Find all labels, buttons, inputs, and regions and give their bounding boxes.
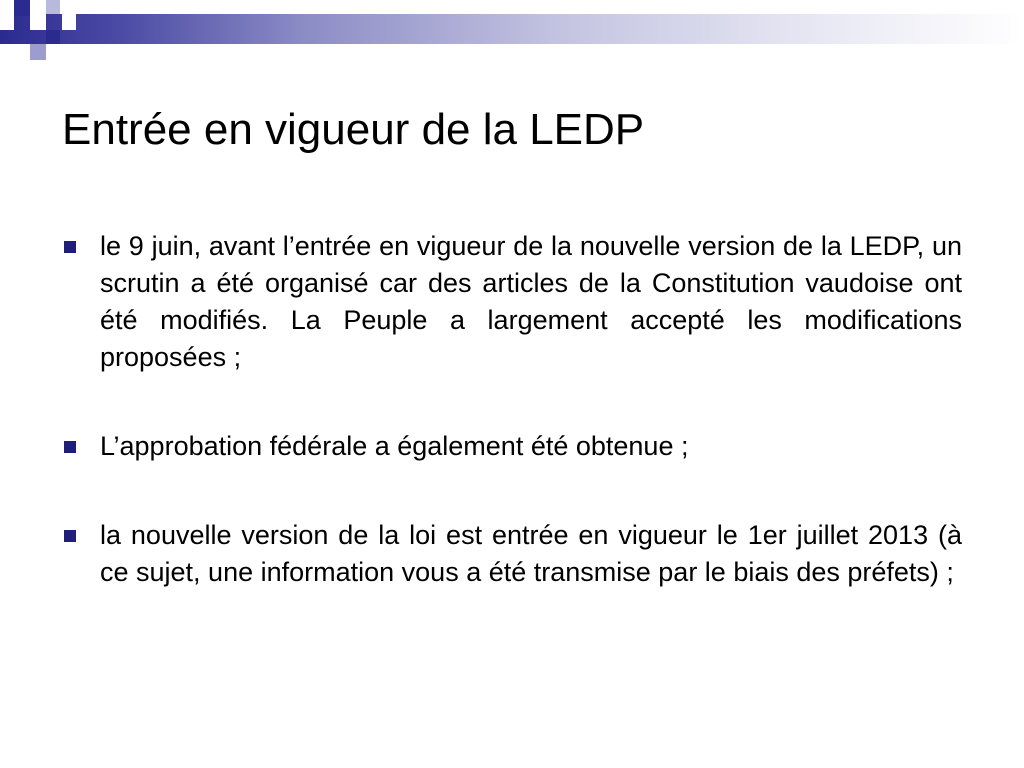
square-bullet-icon — [64, 530, 76, 542]
decorative-square — [30, 14, 46, 30]
bullet-text: le 9 juin, avant l’entrée en vigueur de la nouvelle version de la LEDP, un scrutin a été organisé car des articles de la Constitution vaudoise ont été modifiés. La Peuple a largement accepté les modifications proposées ; — [100, 231, 962, 372]
header-banner — [0, 14, 1024, 44]
slide-title: Entrée en vigueur de la LEDP — [62, 105, 645, 154]
decorative-square — [14, 0, 30, 16]
decorative-square — [0, 14, 14, 30]
decorative-square — [46, 30, 60, 44]
square-bullet-icon — [64, 441, 76, 453]
bullet-text: la nouvelle version de la loi est entrée en vigueur le 1er juillet 2013 (à ce sujet, une information vous a été transmise par le biais des préfets) ; — [100, 520, 962, 587]
bullet-list — [62, 228, 962, 643]
bullet-item — [62, 517, 962, 591]
bullet-item — [62, 428, 962, 465]
bullet-item — [62, 228, 962, 376]
decorative-square — [30, 44, 46, 60]
decorative-square — [46, 0, 60, 14]
bullet-text: L’approbation fédérale a également été obtenue ; — [100, 431, 689, 461]
square-bullet-icon — [64, 241, 76, 253]
decorative-square — [62, 14, 76, 30]
